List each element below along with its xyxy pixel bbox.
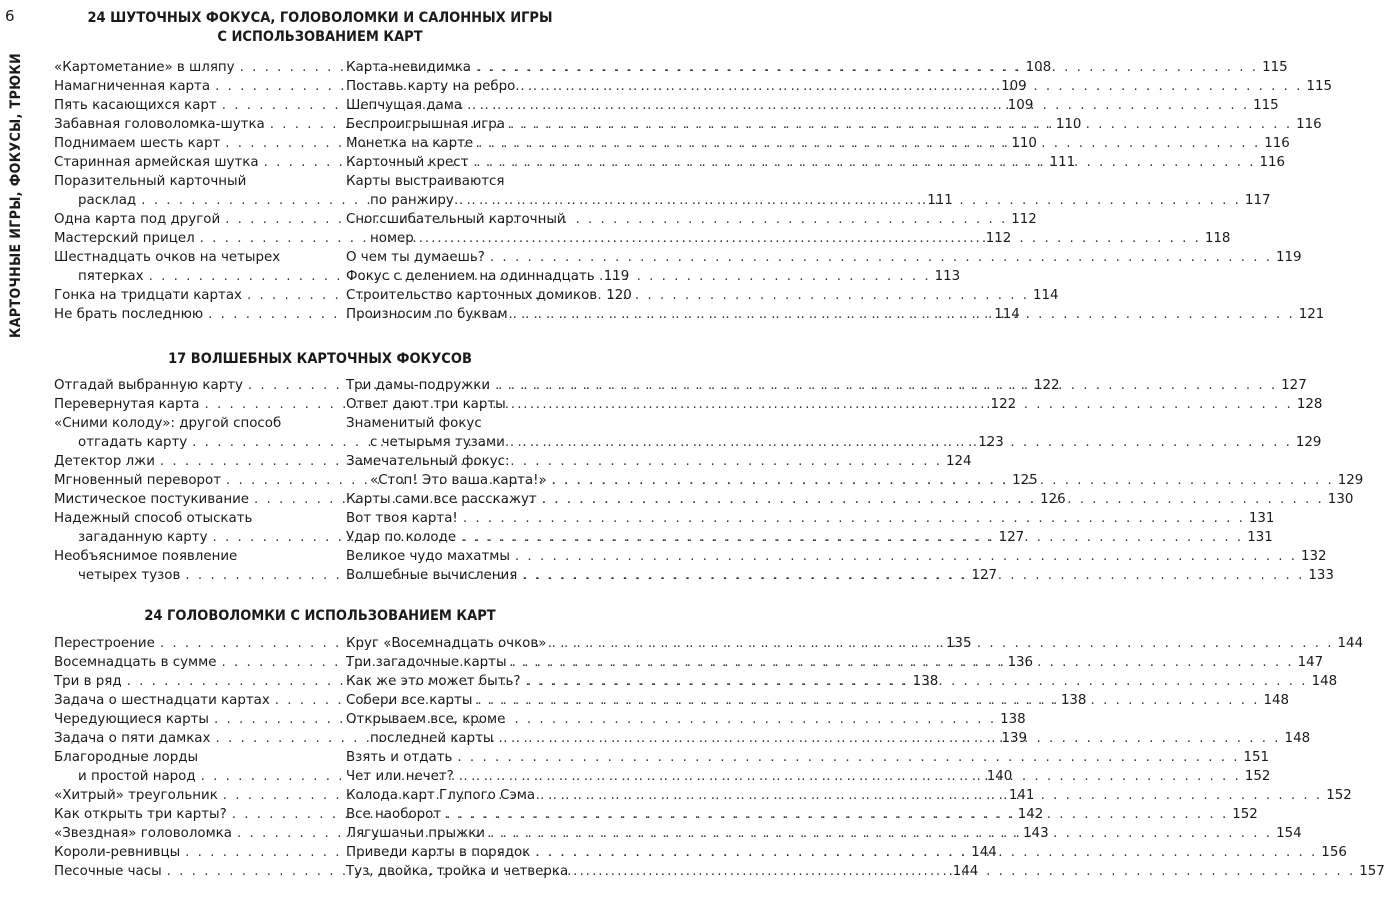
entry-title: «Картометание» в шляпу: [54, 60, 235, 75]
entry-title: Вот твоя карта!: [346, 511, 458, 526]
page-ref: 127: [971, 568, 997, 583]
entry-title: Как открыть три карты?: [54, 807, 227, 822]
page-ref: 118: [1204, 231, 1231, 246]
page-ref: 108: [1025, 60, 1052, 75]
entry-title: по ранжиру: [370, 193, 454, 208]
page-ref: 116: [1264, 136, 1290, 151]
entry-title: Беспроигрышная игра: [346, 117, 506, 132]
entry-title: Поставь карту на ребро: [346, 79, 516, 94]
section-title-line: 17 ВОЛШЕБНЫХ КАРТОЧНЫХ ФОКУСОВ: [168, 351, 472, 367]
entry-title: Намагниченная карта: [54, 79, 211, 94]
page-ref: 139: [1001, 731, 1028, 746]
page-ref: 135: [945, 636, 972, 651]
section-title: [34, 607, 606, 626]
page-ref: 156: [1321, 845, 1347, 860]
dot-leader: [535, 843, 1317, 862]
page-ref: 110: [1011, 136, 1037, 151]
page-ref: 157: [1359, 864, 1385, 879]
dot-leader: [540, 786, 1322, 805]
page-ref: 152: [1244, 769, 1271, 784]
entry-title: Открываем все, кроме: [346, 712, 506, 727]
dot-leader: [459, 191, 1241, 210]
entry-title: Надежный способ отыскать: [54, 511, 253, 526]
entry-title: Приведи карты в порядок: [346, 845, 531, 860]
dot-leader: [225, 210, 1007, 229]
page-ref: 144: [971, 845, 997, 860]
dot-leader: [446, 805, 1228, 824]
dot-leader: [512, 653, 1294, 672]
page-ref: 144: [1337, 636, 1364, 651]
page-ref: 152: [1232, 807, 1258, 822]
entry-title: Чет или нечет?: [346, 769, 454, 784]
entry-title: и простой народ: [78, 769, 196, 784]
entry-title: Ответ дают три карты: [346, 397, 506, 412]
dot-leader: [510, 115, 1292, 134]
entry-title: Гонка на тридцати картах: [54, 288, 242, 303]
entry-title: Карты выстраиваются: [346, 174, 505, 189]
page-ref: 138: [912, 674, 939, 689]
section-title: [34, 350, 606, 369]
dot-leader: [510, 433, 1292, 452]
page-ref: 127: [1281, 378, 1307, 393]
entry-title: Отгадай выбранную карту: [54, 378, 243, 393]
entry-title: Короли-ревнивцы: [54, 845, 181, 860]
entry-title: Круг «Восемнадцать очков»: [346, 636, 547, 651]
dot-leader: [522, 566, 1304, 585]
entry-title: Шепчущая дама: [346, 98, 463, 113]
section-jokes-puzzles: [0, 9, 620, 47]
entry-title: расклад: [78, 193, 137, 208]
dot-leader: [495, 376, 1277, 395]
entry-title: Туз, двойка, тройка и четверка: [346, 864, 569, 879]
section-card-puzzles: [0, 607, 620, 626]
entry-title: Перевернутая карта: [54, 397, 200, 412]
page-ref: 112: [1011, 212, 1037, 227]
page-ref: 114: [1033, 288, 1059, 303]
dot-leader: [478, 134, 1260, 153]
page-ref: 121: [1298, 307, 1325, 322]
entry-title: Чередующиеся карты: [54, 712, 210, 727]
page-ref: 123: [978, 435, 1004, 450]
toc-entry[interactable]: [346, 267, 630, 286]
page-ref: 124: [945, 454, 972, 469]
section-magic-tricks: [0, 350, 620, 369]
dot-leader: [473, 153, 1255, 172]
page-ref: 114: [994, 307, 1020, 322]
entry-title: Необъяснимое появление: [54, 549, 238, 564]
entry-title: Сногсшибательный карточный: [346, 212, 566, 227]
page-ref: 116: [1296, 117, 1322, 132]
entry-title: Поднимаем шесть карт: [54, 136, 221, 151]
dot-leader: [513, 305, 1295, 324]
dot-leader: [419, 229, 1201, 248]
page-ref: 131: [1247, 530, 1273, 545]
entry-title: номер: [370, 231, 414, 246]
entry-title: Мгновенный переворот: [54, 473, 222, 488]
dot-leader: [515, 547, 1297, 566]
entry-title: Песочные часы: [54, 864, 162, 879]
page-ref: 125: [1012, 473, 1038, 488]
entry-title: Задача о пяти дамках: [54, 731, 211, 746]
entry-title: Одна карта под другой: [54, 212, 221, 227]
page-ref: 154: [1276, 826, 1302, 841]
section-title: [34, 9, 606, 47]
entry-title: Карточный крест: [346, 155, 469, 170]
entry-title: Замечательный фокус:: [346, 454, 510, 469]
section-title-line: С ИСПОЛЬЗОВАНИЕМ КАРТ: [217, 29, 423, 45]
entry-title: Лягушачьи прыжки: [346, 826, 485, 841]
entry-title: Три загадочные карты: [346, 655, 507, 670]
section-title-line: 24 ШУТОЧНЫХ ФОКУСА, ГОЛОВОЛОМКИ И САЛОННЫХ ИГРЫ: [87, 10, 553, 26]
page-ref: 130: [1327, 492, 1354, 507]
dot-leader: [476, 58, 1258, 77]
page-ref: 151: [1243, 750, 1270, 765]
page-ref: 115: [1253, 98, 1279, 113]
page-ref: 152: [1326, 788, 1352, 803]
page-ref: 113: [934, 269, 961, 284]
entry-title: Все наоборот: [346, 807, 442, 822]
dot-leader: [511, 395, 1293, 414]
section-title-line: 24 ГОЛОВОЛОМКИ С ИСПОЛЬЗОВАНИЕМ КАРТ: [144, 608, 496, 624]
page-ref: 143: [1023, 826, 1049, 841]
page-ref: 138: [1060, 693, 1087, 708]
dot-leader: [573, 862, 1355, 881]
toc-entry[interactable]: [346, 547, 1327, 566]
page-ref: 117: [1244, 193, 1271, 208]
entry-title: Мастерский прицел: [54, 231, 195, 246]
dot-leader: [542, 490, 1324, 509]
dot-leader: [520, 77, 1302, 96]
entry-title: Монетка на карте: [346, 136, 474, 151]
entry-title: Перестроение: [54, 636, 155, 651]
entry-title: О чем ты думаешь?: [346, 250, 485, 265]
page-ref: 141: [1008, 788, 1035, 803]
entry-title: Три в ряд: [54, 674, 122, 689]
entry-title: Забавная головоломка-шутка: [54, 117, 265, 132]
toc-entry[interactable]: [346, 509, 1275, 528]
entry-title: Задача о шестнадцати картах: [54, 693, 270, 708]
dot-leader: [467, 96, 1249, 115]
page-ref: 148: [1311, 674, 1338, 689]
page-ref: 148: [1284, 731, 1311, 746]
entry-title: Три дамы-подружки: [346, 378, 491, 393]
dot-leader: [461, 528, 1243, 547]
page-ref: 132: [1300, 549, 1327, 564]
page-ref: 127: [998, 530, 1025, 545]
page-ref: 122: [1033, 378, 1060, 393]
entry-title: Старинная армейская шутка: [54, 155, 259, 170]
page-ref: 112: [985, 231, 1012, 246]
page-ref: 142: [1017, 807, 1044, 822]
page-ref: 138: [1000, 712, 1026, 727]
entry-title: Мистическое постукивание: [54, 492, 250, 507]
page-ref: 111: [927, 193, 953, 208]
entry-title: Шестнадцать очков на четырех: [54, 250, 281, 265]
dot-leader: [477, 691, 1259, 710]
dot-leader: [490, 248, 1272, 267]
page-ref: 126: [1040, 492, 1066, 507]
side-running-title: КАРТОЧНЫЕ ИГРЫ, ФОКУСЫ, ТРЮКИ: [8, 52, 24, 338]
page-ref: 119: [1275, 250, 1302, 265]
dot-leader: [552, 471, 1334, 490]
dot-leader: [498, 729, 1280, 748]
dot-leader: [463, 509, 1245, 528]
page-ref: 109: [1007, 98, 1034, 113]
entry-title: Произносим по буквам: [346, 307, 508, 322]
entry-title: Колода карт Глупого Сэма: [346, 788, 536, 803]
page-ref: 140: [986, 769, 1013, 784]
entry-title: «Хитрый» треугольник: [54, 788, 218, 803]
page-ref: 147: [1297, 655, 1324, 670]
dot-leader: [551, 634, 1333, 653]
page-ref: 144: [952, 864, 979, 879]
entry-title: Как же это может быть?: [346, 674, 521, 689]
entry-title: Взять и отдать: [346, 750, 453, 765]
entry-title: загаданную карту: [78, 530, 208, 545]
entry-title: Строительство карточных домиков: [346, 288, 598, 303]
page-ref: 115: [1262, 60, 1288, 75]
page-ref: 136: [1007, 655, 1034, 670]
page-ref: 128: [1296, 397, 1323, 412]
page-ref: 129: [1295, 435, 1322, 450]
entry-title: Великое чудо махатмы: [346, 549, 510, 564]
entry-title: Детектор лжи: [54, 454, 155, 469]
entry-title: отгадать карту: [78, 435, 188, 450]
dot-leader: [459, 767, 1241, 786]
entry-title: последней карты: [370, 731, 494, 746]
entry-title: «Стоп! Это ваша карта!»: [370, 473, 547, 488]
page-ref: 110: [1055, 117, 1082, 132]
page-ref: 122: [990, 397, 1017, 412]
page-ref: 115: [1306, 79, 1332, 94]
toc-entry[interactable]: [346, 286, 632, 305]
page-ref: 120: [606, 288, 632, 303]
dot-leader: [490, 824, 1272, 843]
entry-title: пятерках: [78, 269, 144, 284]
page-ref: 116: [1259, 155, 1286, 170]
page-ref: 131: [1248, 511, 1275, 526]
entry-title: Благородные лорды: [54, 750, 199, 765]
page-number: 6: [5, 7, 15, 25]
page-ref: 111: [1049, 155, 1076, 170]
page-ref: 119: [603, 269, 630, 284]
entry-title: «Сними колоду»: другой способ: [54, 416, 282, 431]
entry-title: Знаменитый фокус: [346, 416, 482, 431]
page-ref: 109: [1001, 79, 1027, 94]
entry-title: Восемнадцать в сумме: [54, 655, 217, 670]
toc-entry[interactable]: [346, 748, 1270, 767]
entry-title: Собери все карты: [346, 693, 473, 708]
entry-title: Фокус с делением на одиннадцать: [346, 269, 595, 284]
toc-entry[interactable]: [346, 248, 1302, 267]
entry-title: Удар по колоде: [346, 530, 457, 545]
entry-title: Поразительный карточный: [54, 174, 247, 189]
page-ref: 148: [1263, 693, 1290, 708]
entry-title: Не брать последнюю: [54, 307, 204, 322]
entry-title: с четырьмя тузами: [370, 435, 505, 450]
dot-leader: [457, 748, 1239, 767]
entry-title: Волшебные вычисления: [346, 568, 518, 583]
entry-title: Карта-невидимка: [346, 60, 471, 75]
entry-title: Карты сами все расскажут: [346, 492, 537, 507]
entry-title: «Звездная» головоломка: [54, 826, 232, 841]
entry-title: четырех тузов: [78, 568, 181, 583]
dot-leader: [526, 672, 1308, 691]
page-ref: 133: [1308, 568, 1334, 583]
page-ref: 129: [1337, 473, 1364, 488]
entry-title: Пять касающихся карт: [54, 98, 217, 113]
